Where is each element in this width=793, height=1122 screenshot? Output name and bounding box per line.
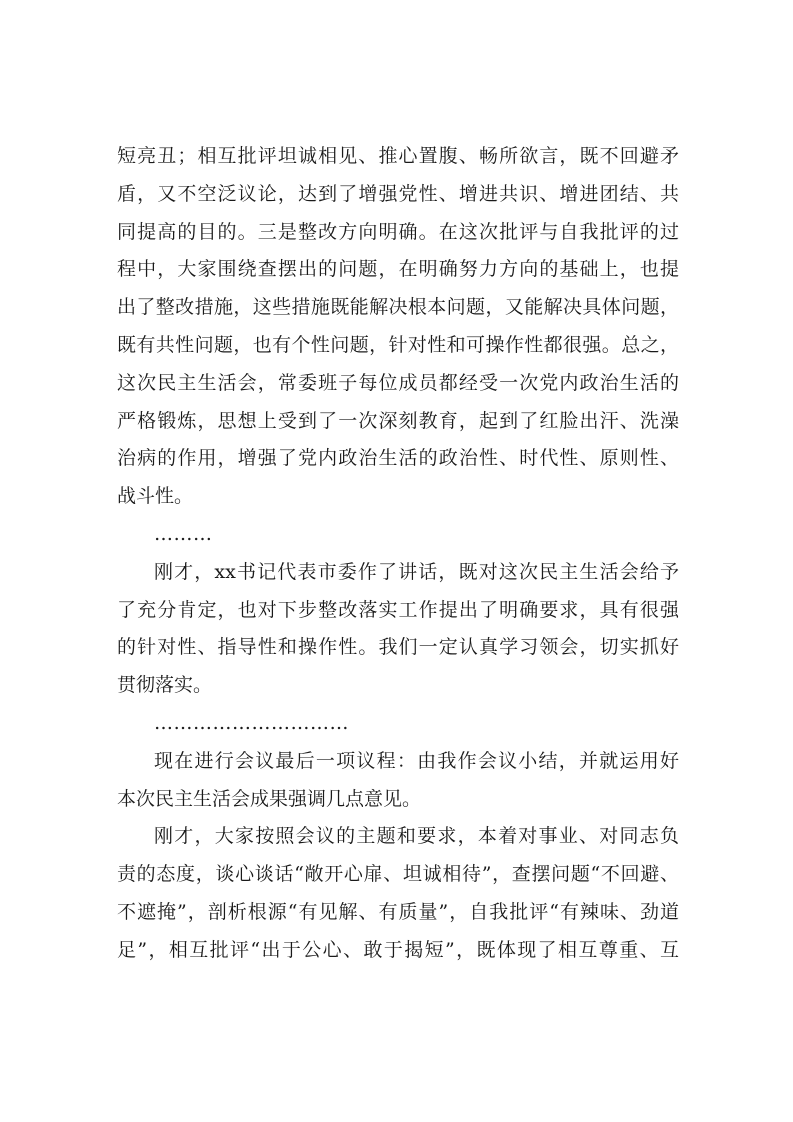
paragraph-line: 盾，又不空泛议论，达到了增强党性、增进共识、增进团结、共 [117,182,679,205]
paragraph-line: 本次民主生活会成果强调几点意见。 [117,787,422,810]
paragraph-line: 现在进行会议最后一项议程：由我作会议小结，并就运用好 [154,749,679,772]
paragraph-line: 刚才，大家按照会议的主题和要求，本着对事业、对同志负 [154,825,679,848]
paragraph-line: 短亮丑；相互批评坦诚相见、推心置腹、畅所欲言，既不回避矛 [117,145,679,167]
paragraph-line: 刚才，xx书记代表市委作了讲话，既对这次民主生活会给予 [154,560,679,583]
ellipsis-separator: ……… [154,522,213,545]
paragraph-line: 足”，相互批评“出于公心、敢于揭短”，既体现了相互尊重、互 [117,938,679,961]
paragraph-line: 同提高的目的。三是整改方向明确。在这次批评与自我批评的过 [117,220,679,243]
paragraph-line: 责的态度，谈心谈话“敞开心扉、坦诚相待”，查摆问题“不回避、 [117,863,679,886]
ellipsis-separator: ………………………… [154,711,349,734]
paragraph-line: 既有共性问题，也有个性问题，针对性和可操作性都很强。总之， [117,333,679,356]
paragraph-line: 治病的作用，增强了党内政治生活的政治性、时代性、原则性、 [117,447,679,470]
paragraph-line: 战斗性。 [117,485,194,508]
paragraph-line: 不遮掩”，剖析根源“有见解、有质量”，自我批评“有辣味、劲道 [117,900,679,923]
paragraph-line: 严格锻炼，思想上受到了一次深刻教育，起到了红脸出汗、洗澡 [117,409,679,432]
paragraph-line: 的针对性、指导性和操作性。我们一定认真学习领会，切实抓好 [117,636,679,659]
paragraph-line: 出了整改措施，这些措施既能解决根本问题，又能解决具体问题， [117,296,679,319]
paragraph-line: 程中，大家围绕查摆出的问题，在明确努力方向的基础上，也提 [117,258,679,281]
paragraph-line: 了充分肯定，也对下步整改落实工作提出了明确要求，具有很强 [117,598,679,621]
paragraph-line: 贯彻落实。 [117,674,213,697]
paragraph-line: 这次民主生活会，常委班子每位成员都经受一次党内政治生活的 [117,371,679,394]
document-body [117,138,679,970]
